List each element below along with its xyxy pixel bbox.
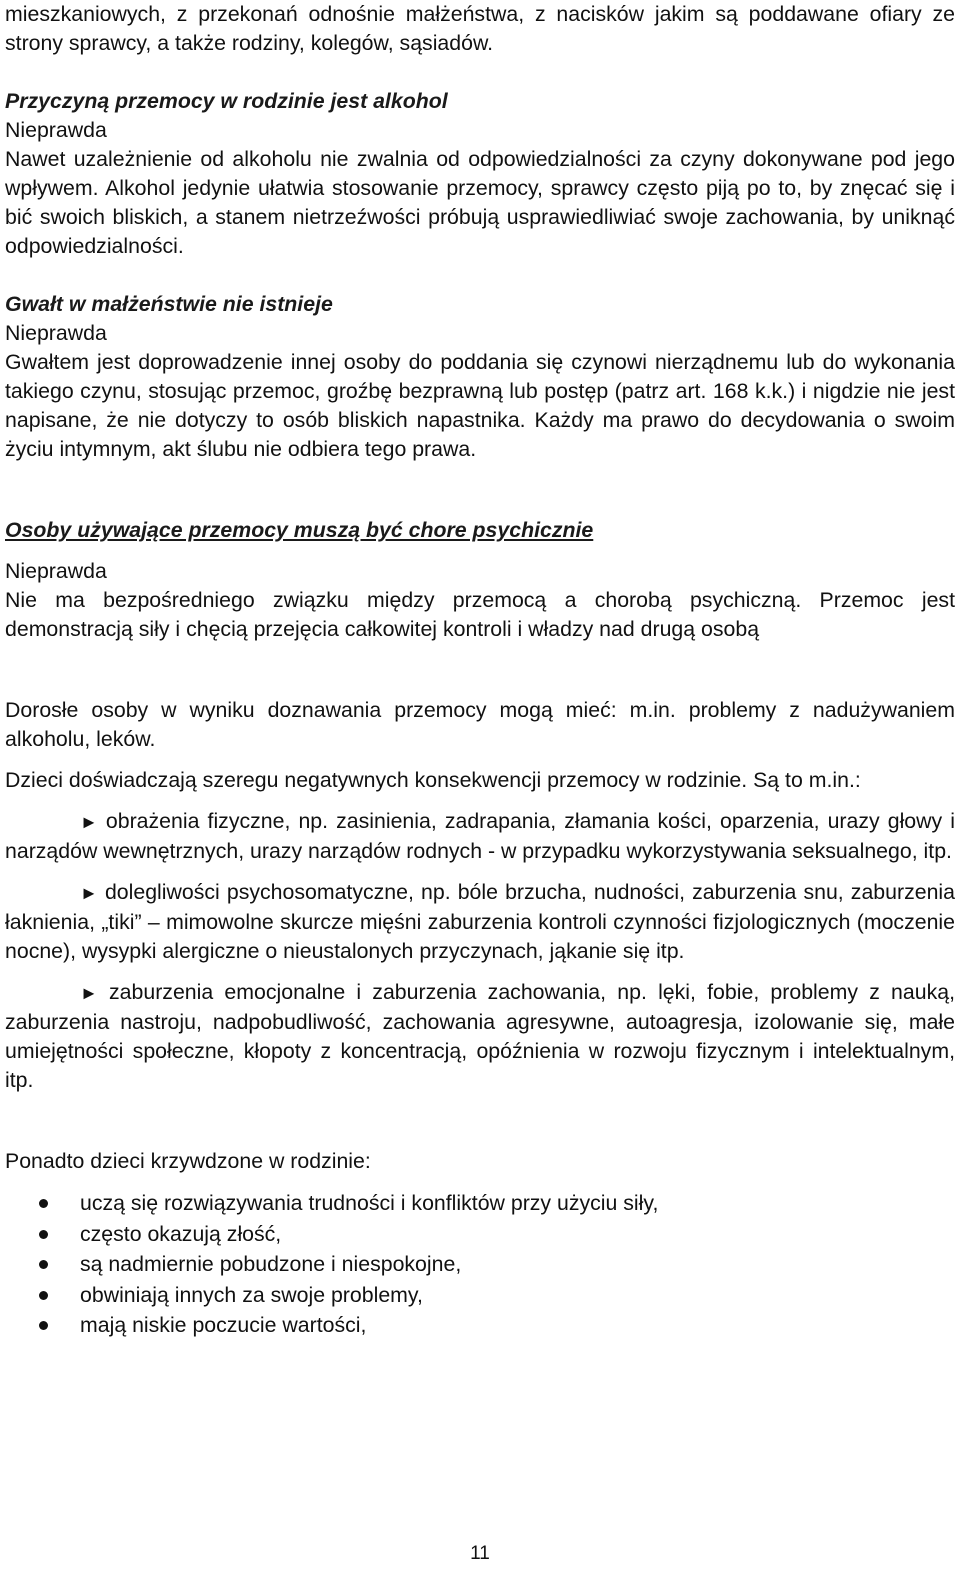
consequence-item: [5, 978, 955, 1095]
bullet-dot-icon: [39, 1199, 48, 1208]
spacer: [5, 1095, 955, 1147]
spacer: [5, 545, 955, 557]
bullet-dot-icon: [39, 1291, 48, 1300]
consequence-text: dolegliwości psychosomatyczne, np. bóle brzucha, nudności, zaburzenia snu, zaburzenia łaknienia, „tiki” – mimowolne skurcze mięśni zaburzenia kontroli czynności fizjologicznych (moczenie nocne), wysypki alergiczne o nieustalonych przyczynach, jąkanie się itp.: [5, 880, 955, 963]
arrow-bullet-icon: ►: [80, 983, 98, 1003]
list-item: [5, 1219, 955, 1250]
bullet-dot-icon: [39, 1230, 48, 1239]
bullet-dot-icon: [39, 1260, 48, 1269]
spacer: [5, 754, 955, 766]
list-item: [5, 1280, 955, 1311]
list-item-text: są nadmiernie pobudzone i niespokojne,: [80, 1252, 462, 1276]
adults-paragraph: Dorosłe osoby w wyniku doznawania przemocy mogą mieć: m.in. problemy z nadużywaniem alkoholu, leków.: [5, 698, 955, 751]
children-intro: Dzieci doświadczają szeregu negatywnych konsekwencji przemocy w rodzinie. Są to m.in.:: [5, 768, 861, 792]
spacer: [5, 795, 955, 807]
document-page: [5, 0, 955, 1341]
page-number: 11: [470, 1543, 490, 1564]
spacer: [5, 58, 955, 87]
furthermore-intro: Ponadto dzieci krzywdzone w rodzinie:: [5, 1149, 371, 1173]
spacer: [5, 261, 955, 290]
list-item: [5, 1249, 955, 1280]
myth-explanation: Gwałtem jest doprowadzenie innej osoby do poddania się czynowi nierządnemu lub do wykonania takiego czynu, stosując przemoc, groźbę bezprawną lub postęp (patrz art. 168 k.k.) i nigdzie nie jest napisane, że nie dotyczy to osób bliskich napastnika. Każdy ma prawo do decydowania o swoim życiu intymnym, akt ślubu nie odbiera tego prawa.: [5, 350, 955, 461]
arrow-bullet-icon: ►: [80, 812, 98, 832]
myth-verdict: Nieprawda: [5, 118, 107, 142]
myth-section-mental-illness: [5, 516, 955, 644]
myth-verdict: Nieprawda: [5, 559, 107, 583]
list-item-text: często okazują złość,: [80, 1221, 282, 1246]
list-item-text: mają niskie poczucie wartości,: [80, 1313, 367, 1337]
myth-verdict: Nieprawda: [5, 321, 107, 345]
spacer: [5, 1176, 955, 1188]
arrow-bullet-icon: ►: [80, 883, 98, 903]
bullet-dot-icon: [39, 1321, 48, 1330]
myth-heading: Osoby używające przemocy muszą być chore psychicznie: [5, 518, 594, 542]
spacer: [5, 866, 955, 878]
myth-section-marital-rape: [5, 290, 955, 464]
bullet-list: [5, 1188, 955, 1341]
consequence-item: [5, 807, 955, 866]
myth-section-alcohol: [5, 87, 955, 261]
consequence-text: zaburzenia emocjonalne i zaburzenia zachowania, np. lęki, fobie, problemy z nauką, zaburzenia nastroju, nadpobudliwość, zachowania agresywne, autoagresja, izolowanie się, małe umiejętności społeczne, kłopoty z koncentracją, opóźnienia w rozwoju fizycznym i intelektualnym, itp.: [5, 980, 955, 1092]
spacer: [5, 464, 955, 516]
intro-paragraph: mieszkaniowych, z przekonań odnośnie małżeństwa, z nacisków jakim są poddawane ofiary ze strony sprawcy, a także rodziny, kolegów, sąsiadów.: [5, 2, 955, 55]
myth-explanation: Nie ma bezpośredniego związku między przemocą a chorobą psychiczną. Przemoc jest demonstracją siły i chęcią przejęcia całkowitej kontroli i władzy nad drugą osobą: [5, 588, 955, 641]
list-item: [5, 1188, 955, 1219]
myth-heading: Przyczyną przemocy w rodzinie jest alkohol: [5, 89, 448, 113]
spacer: [5, 966, 955, 978]
consequence-text: obrażenia fizyczne, np. zasinienia, zadrapania, złamania kości, oparzenia, urazy głowy i narządów wewnętrznych, urazy narządów rodnych - w przypadku wykorzystywania seksualnego, itp.: [5, 809, 955, 863]
list-item-text: uczą się rozwiązywania trudności i konfliktów przy użyciu siły,: [80, 1191, 659, 1215]
consequence-item: [5, 878, 955, 966]
list-item-text: obwiniają innych za swoje problemy,: [80, 1282, 423, 1307]
myth-heading: Gwałt w małżeństwie nie istnieje: [5, 292, 333, 316]
list-item: [5, 1310, 955, 1341]
myth-explanation: Nawet uzależnienie od alkoholu nie zwalnia od odpowiedzialności za czyny dokonywane pod jego wpływem. Alkohol jedynie ułatwia stosowanie przemocy, sprawcy często piją po to, by znęcać się i bić swoich bliskich, a stanem nietrzeźwości próbują usprawiedliwiać swoje zachowania, by uniknąć odpowiedzialności.: [5, 147, 955, 258]
spacer: [5, 644, 955, 696]
